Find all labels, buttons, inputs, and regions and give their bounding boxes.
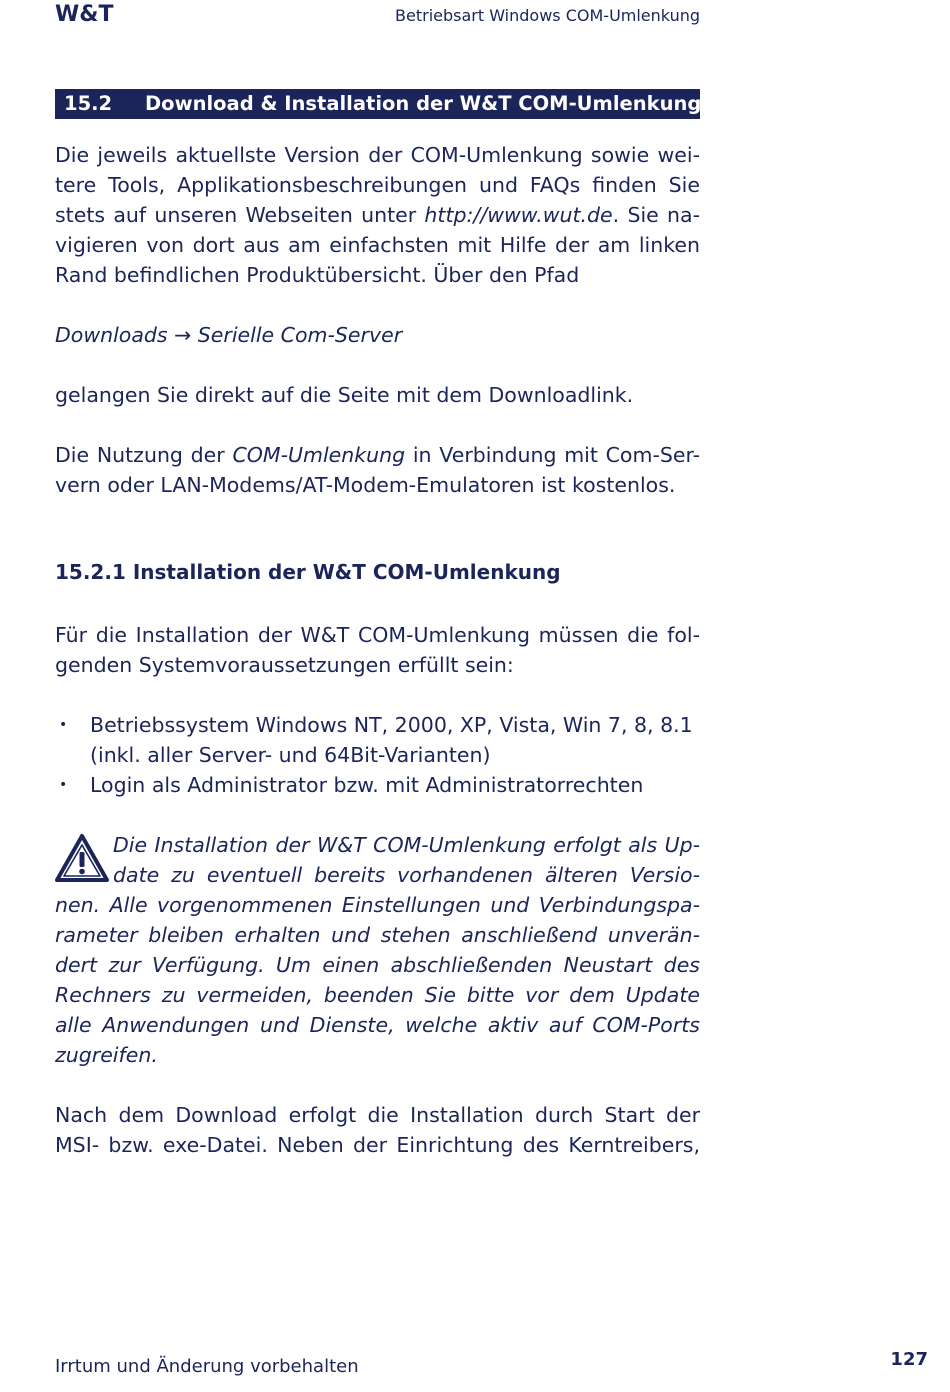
download-path: Downloads → Serielle Com-Server [55, 323, 403, 347]
subsection-heading: 15.2.1 Installation der W&T COM-Umlenkung [55, 560, 561, 584]
intro-line-3 [55, 200, 700, 230]
list-item-line: Betriebssystem Windows NT, 2000, XP, Vista, Win 7, 8, 8.1 [90, 713, 693, 737]
cost-line-1 [55, 440, 700, 470]
intro-paragraph [55, 140, 700, 290]
warning-line-1: Die Installation der W&T COM-Umlenkung erfolgt als Up- [113, 833, 700, 857]
intro-line-3-text: stets auf unseren Webseiten unter [55, 203, 425, 227]
warning-line-7: alle Anwendungen und Dienste, welche aktiv auf COM-Ports [55, 1013, 700, 1037]
warning-line-5: dert zur Verfügung. Um einen abschließenden Neustart des [55, 953, 700, 977]
requirements-line-2: genden Systemvoraussetzungen erfüllt sein: [55, 653, 514, 677]
page-number: 127 [890, 1349, 928, 1370]
list-item-line: (inkl. aller Server- und 64Bit-Varianten) [90, 743, 491, 767]
bullet-icon: • [59, 717, 68, 733]
installation-line-2: MSI- bzw. exe-Datei. Neben der Einrichtung des Kerntreibers, [55, 1133, 700, 1157]
com-umlenkung-term: COM-Umlenkung [232, 443, 406, 467]
intro-line-5: Rand befindlichen Produktübersicht. Über den Pfad [55, 263, 580, 287]
cost-line-2: vern oder LAN-Modems/AT-Modem-Emulatoren ist kostenlos. [55, 473, 676, 497]
cost-paragraph [55, 440, 700, 500]
warning-note [55, 830, 700, 1070]
requirements-intro [55, 620, 700, 680]
installation-line-1: Nach dem Download erfolgt die Installation durch Start der [55, 1103, 700, 1127]
website-link[interactable]: http://www.wut.de [424, 203, 613, 227]
bullet-icon: • [59, 777, 68, 793]
warning-line-6: Rechners zu vermeiden, beenden Sie bitte vor dem Update [55, 983, 700, 1007]
warning-line-8: zugreifen. [55, 1043, 158, 1067]
intro-line-2: tere Tools, Applikationsbeschreibungen und FAQs finden Sie [55, 173, 700, 197]
requirements-line-1: Für die Installation der W&T COM-Umlenkung müssen die fol- [55, 623, 700, 647]
list-item [55, 770, 700, 800]
running-header-title: Betriebsart Windows COM-Umlenkung [395, 6, 700, 25]
warning-line-3: nen. Alle vorgenommenen Einstellungen und Verbindungspa- [55, 893, 700, 917]
list-item-line: Login als Administrator bzw. mit Administratorrechten [90, 773, 644, 797]
section-title: Download & Installation der W&T COM-Umlenkung [145, 92, 702, 115]
section-number: 15.2 [64, 92, 113, 115]
cost-line-1-start: Die Nutzung der [55, 443, 233, 467]
requirements-list [55, 710, 700, 800]
warning-line-2: date zu eventuell bereits vorhandenen älteren Versio- [113, 863, 700, 887]
download-link-paragraph: gelangen Sie direkt auf die Seite mit dem Downloadlink. [55, 383, 634, 407]
cost-line-1-end: in Verbindung mit Com-Ser- [405, 443, 700, 467]
company-logo: W&T [55, 2, 114, 27]
intro-line-4: vigieren von dort aus am einfachsten mit Hilfe der am linken [55, 233, 700, 257]
section-heading [55, 89, 700, 119]
intro-line-1: Die jeweils aktuellste Version der COM-Umlenkung sowie wei- [55, 143, 700, 167]
intro-line-3-end: . Sie na- [612, 203, 700, 227]
warning-line-4: rameter bleiben erhalten und stehen anschließend unverän- [55, 923, 700, 947]
list-item [55, 710, 700, 770]
installation-paragraph [55, 1100, 700, 1160]
footer-disclaimer: Irrtum und Änderung vorbehalten [55, 1356, 359, 1377]
